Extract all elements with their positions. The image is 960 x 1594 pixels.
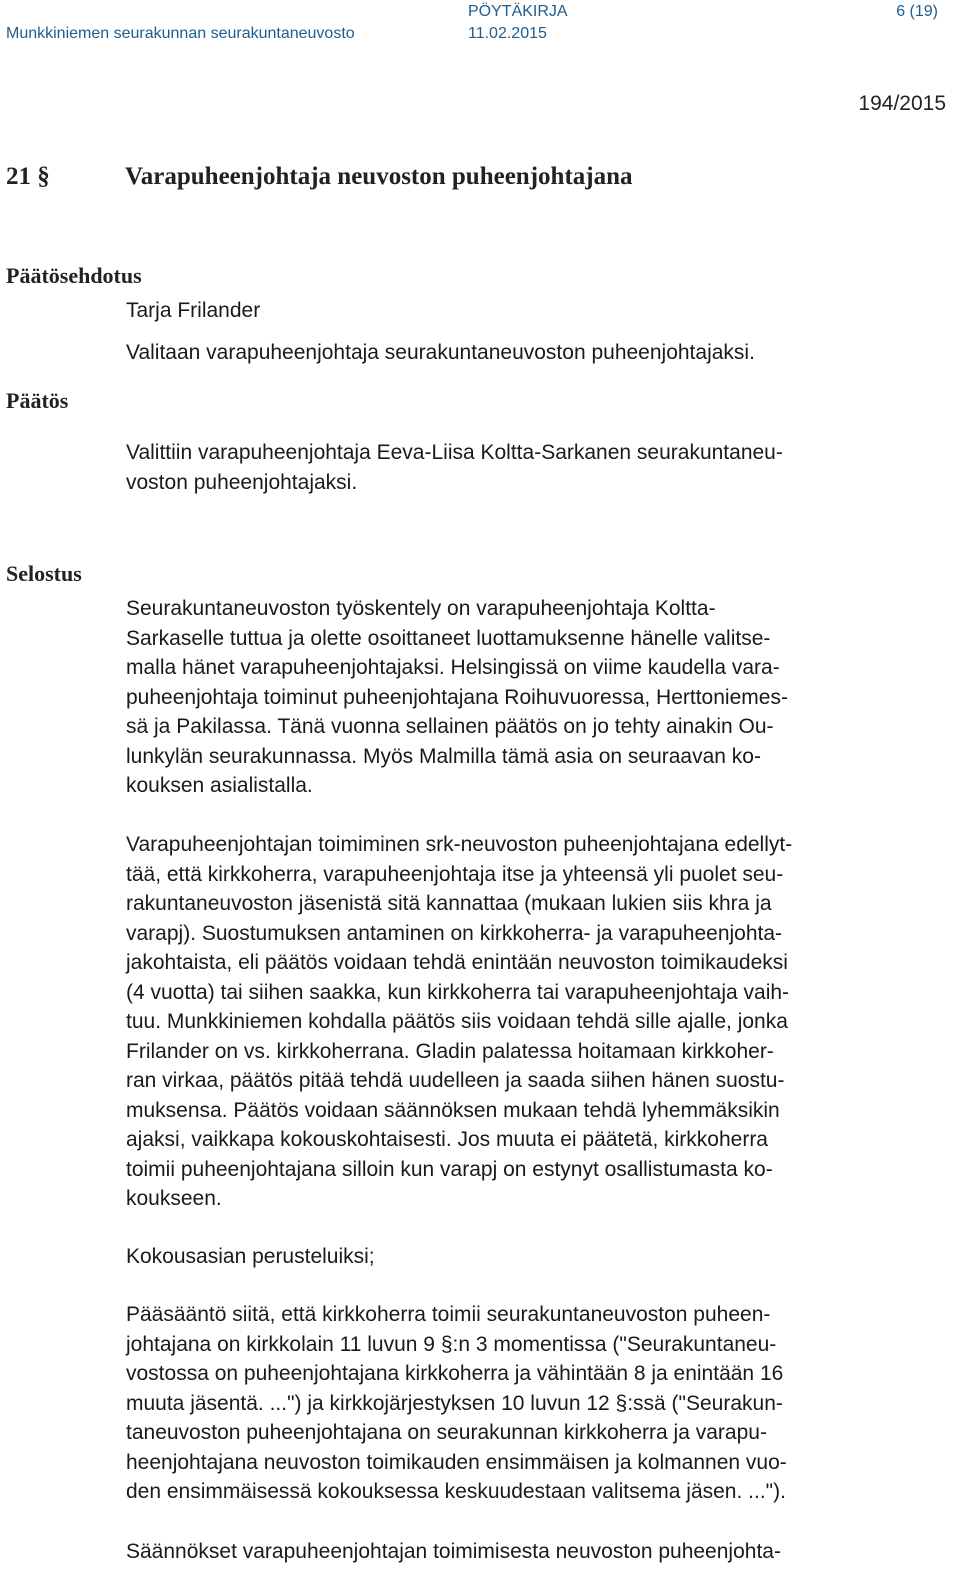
- text-line: tää, että kirkkoherra, varapuheenjohtaja itse ja yhteensä yli puolet seu-: [126, 862, 784, 886]
- text-line: kouksen asialistalla.: [126, 774, 313, 797]
- explanation-paragraph-3: [126, 1300, 926, 1507]
- text-line: Frilander on vs. kirkkoherrana. Gladin palatessa hoitamaan kirkkoher-: [126, 1039, 774, 1063]
- text-line: Sarkaselle tuttua ja olette osoittaneet luottamuksenne hänelle valitse-: [126, 626, 771, 650]
- decision-label: Päätös: [6, 388, 69, 413]
- text-line: toimii puheenjohtajana silloin kun varapj on estynyt osallistumasta ko-: [126, 1157, 773, 1181]
- section-title: Varapuheenjohtaja neuvoston puheenjohtajana: [125, 163, 633, 190]
- decision-line: voston puheenjohtajaksi.: [126, 470, 358, 494]
- proposal-text: Valitaan varapuheenjohtaja seurakuntaneuvoston puheenjohtajaksi.: [126, 341, 755, 364]
- text-line: Seurakuntaneuvoston työskentely on varapuheenjohtaja Koltta-: [126, 597, 716, 620]
- basis-heading: Kokousasian perusteluiksi;: [126, 1245, 375, 1268]
- text-line: muuta jäsentä. ...") ja kirkkojärjestyksen 10 luvun 12 §:ssä ("Seurakun-: [126, 1391, 783, 1415]
- text-line: jakohtaista, eli päätös voidaan tehdä enintään neuvoston toimikaudeksi: [126, 951, 788, 974]
- text-line: heenjohtajana neuvoston toimikauden ensimmäisen ja kolmannen vuo-: [126, 1450, 787, 1474]
- text-line: varapj). Suostumuksen antaminen on kirkkoherra- ja varapuheenjohta-: [126, 921, 783, 945]
- explanation-paragraph-4: Säännökset varapuheenjohtajan toimimisesta neuvoston puheenjohta-: [126, 1540, 781, 1563]
- text-line: puheenjohtaja toiminut puheenjohtajana Roihuvuoressa, Herttoniemes-: [126, 685, 788, 709]
- text-line: vostossa on puheenjohtajana kirkkoherra ja vähintään 8 ja enintään 16: [126, 1362, 784, 1385]
- text-line: tuu. Munkkiniemen kohdalla päätös siis voidaan tehdä sille ajalle, jonka: [126, 1010, 788, 1033]
- document-date: 11.02.2015: [468, 25, 547, 42]
- text-line: Pääsääntö siitä, että kirkkoherra toimii seurakuntaneuvoston puheen-: [126, 1303, 771, 1326]
- proposal-label: Päätösehdotus: [6, 263, 142, 288]
- text-line: koukseen.: [126, 1187, 222, 1210]
- document-header: [0, 0, 960, 48]
- page-number: 6 (19): [896, 3, 938, 20]
- decision-line: Valittiin varapuheenjohtaja Eeva-Liisa Koltta-Sarkanen seurakuntaneu-: [126, 441, 783, 464]
- text-line: johtajana on kirkkolain 11 luvun 9 §:n 3 momentissa ("Seurakuntaneu-: [126, 1332, 777, 1356]
- text-line: rakuntaneuvoston jäsenistä sitä kannattaa (mukaan lukien siis khra ja: [126, 892, 772, 915]
- reference-number: 194/2015: [858, 92, 946, 115]
- text-line: muksensa. Päätös voidaan säännöksen mukaan tehdä lyhemmäksikin: [126, 1098, 780, 1122]
- explanation-label: Selostus: [6, 561, 82, 586]
- text-line: ran virkaa, päätös pitää tehdä uudelleen ja saada siihen hänen suostu-: [126, 1069, 785, 1092]
- proposal-presenter: Tarja Frilander: [126, 299, 261, 322]
- text-line: den ensimmäisessä kokouksessa keskuudestaan valitsema jäsen. ...").: [126, 1480, 786, 1503]
- text-line: (4 vuotta) tai siihen saakka, kun kirkkoherra tai varapuheenjohtaja vaih-: [126, 980, 790, 1004]
- section-number: 21 §: [6, 163, 50, 190]
- text-line: Varapuheenjohtajan toimiminen srk-neuvoston puheenjohtajana edellyt-: [126, 833, 793, 856]
- section-heading: [6, 163, 633, 191]
- text-line: malla hänet varapuheenjohtajaksi. Helsingissä on viime kaudella vara-: [126, 656, 780, 679]
- explanation-paragraph-1: [126, 594, 926, 801]
- organization-name: Munkkiniemen seurakunnan seurakuntaneuvosto: [6, 25, 355, 42]
- text-line: ajaksi, vaikkapa kokouskohtaisesti. Jos muuta ei päätetä, kirkkoherra: [126, 1128, 768, 1151]
- text-line: sä ja Pakilassa. Tänä vuonna sellainen päätös on jo tehty ainakin Ou-: [126, 715, 774, 738]
- explanation-paragraph-2: [126, 830, 926, 1214]
- text-line: taneuvoston puheenjohtajana on seurakunnan kirkkoherra ja varapu-: [126, 1421, 767, 1444]
- document-type: PÖYTÄKIRJA: [468, 3, 568, 20]
- text-line: lunkylän seurakunnassa. Myös Malmilla tämä asia on seuraavan ko-: [126, 744, 761, 768]
- decision-text: [126, 438, 926, 497]
